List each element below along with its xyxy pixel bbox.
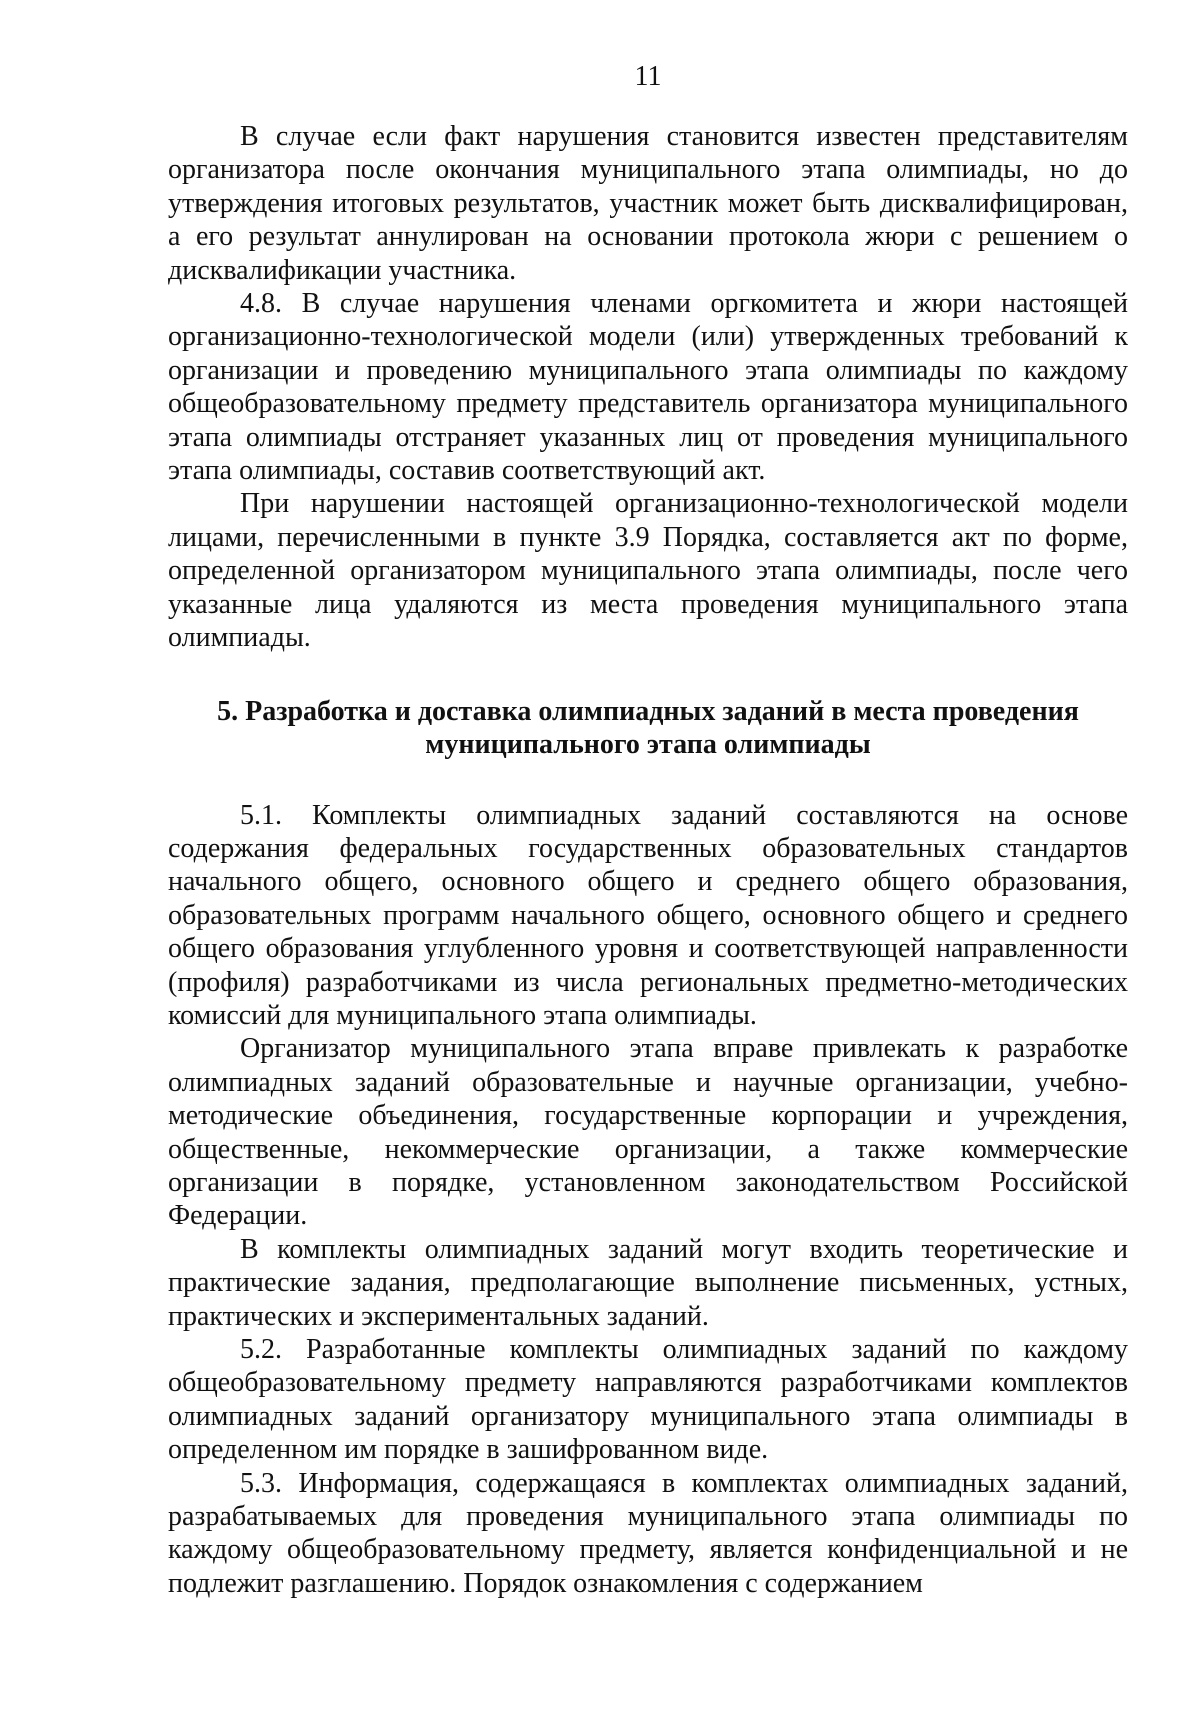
paragraph-5-2: 5.2. Разработанные комплекты олимпиадных заданий по каждому общеобразовательному предмету направляются разработчиками комплектов олимпиадных заданий организатору муниципального этапа олимпиады в определенном им порядке в зашифрованном виде. (168, 1334, 1128, 1466)
section-heading-line-1: 5. Разработка и доставка олимпиадных заданий в места проведения (217, 695, 1079, 727)
paragraph-4-8: 4.8. В случае нарушения членами оргкомитета и жюри настоящей организационно-технологической модели (или) утвержденных требований к организации и проведению муниципального этапа олимпиады по каждому общеобразовательному предмету представитель организатора муниципального этапа олимпиады отстраняет указанных лиц от проведения муниципального этапа олимпиады, составив соответствующий акт. (168, 288, 1128, 487)
paragraph-5-1: 5.1. Комплекты олимпиадных заданий составляются на основе содержания федеральных государственных образовательных стандартов начального общего, основного общего и среднего общего образования, образовательных программ начального общего, основного общего и среднего общего образования углубленного уровня и соответствующей направленности (профиля) разработчиками из числа региональных предметно-методических комиссий для муниципального этапа олимпиады. (168, 799, 1128, 1031)
paragraph-organizer-rights: Организатор муниципального этапа вправе привлекать к разработке олимпиадных заданий образовательные и научные организации, учебно-методические объединения, государственные корпорации и учреждения, общественные, некоммерческие организации, а также коммерческие организации в порядке, установленном законодательством Российской Федерации. (168, 1033, 1128, 1232)
paragraph-violation-act: При нарушении настоящей организационно-технологической модели лицами, перечисленными в пункте 3.9 Порядка, составляется акт по форме, определенной организатором муниципального этапа олимпиады, после чего указанные лица удаляются из места проведения муниципального этапа олимпиады. (168, 488, 1128, 654)
document-page (168, 60, 1128, 1600)
paragraph-5-3: 5.3. Информация, содержащаяся в комплектах олимпиадных заданий, разрабатываемых для проведения муниципального этапа олимпиады по каждому общеобразовательному предмету, является конфиденциальной и не подлежит разглашению. Порядок ознакомления с содержанием (168, 1467, 1128, 1599)
section-heading-5 (168, 695, 1128, 761)
section-heading-line-2: муниципального этапа олимпиады (425, 728, 871, 760)
paragraph-disqualification: В случае если факт нарушения становится известен представителям организатора после окончания муниципального этапа олимпиады, но до утверждения итоговых результатов, участник может быть дисквалифицирован, а его результат аннулирован на основании протокола жюри с решением о дисквалификации участника. (168, 121, 1128, 286)
page-number: 11 (634, 61, 662, 92)
paragraph-task-types: В комплекты олимпиадных заданий могут входить теоретические и практические задания, предполагающие выполнение письменных, устных, практических и экспериментальных заданий. (168, 1233, 1128, 1332)
